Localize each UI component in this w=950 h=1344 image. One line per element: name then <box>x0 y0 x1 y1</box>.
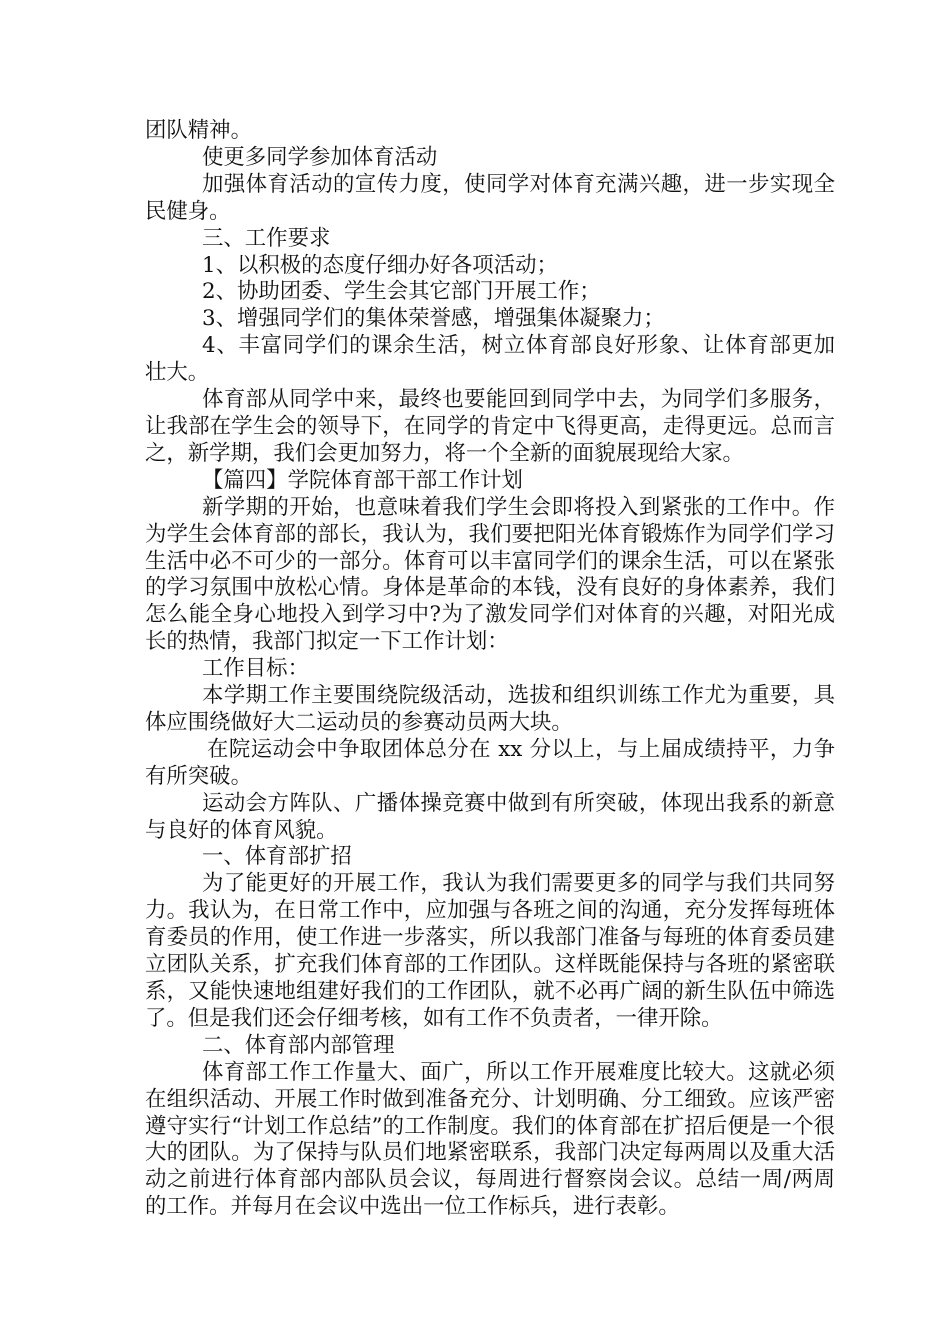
section-heading: 二、体育部内部管理 <box>202 1032 395 1058</box>
paragraph-subheading: 使更多同学参加体育活动 <box>202 144 438 170</box>
list-item: 3、增强同学们的集体荣誉感，增强集体凝聚力； <box>202 306 665 332</box>
paragraph-body: 体育部从同学中来，最终也要能回到同学中去，为同学们多服务，让我部在学生会的领导下，在同学的肯定中飞得更高，走得更远。总而言之，新学期，我们会更加努力，将一个全新的面貌展现给大家。 <box>145 387 835 466</box>
paragraph-body: 为了能更好的开展工作，我认为我们需要更多的同学与我们共同努力。我认为，在日常工作中，应加强与各班之间的沟通，充分发挥每班体育委员的作用，使工作进一步落实，所以我部门准备与每班的体育委员建立团队关系，扩充我们体育部的工作团队。这样既能保持与各班的紧密联系，又能快速地组建好我们的工作团队，就不必再广阔的新生队伍中筛选了。但是我们还会仔细考核，如有工作不负责者，一律开除。 <box>145 871 835 1031</box>
list-item: 4、丰富同学们的课余生活，树立体育部良好形象、让体育部更加壮大。 <box>145 333 835 386</box>
paragraph-body: 本学期工作主要围绕院级活动，选拔和组织训练工作尤为重要，具体应围绕做好大二运动员的参赛动员两大块。 <box>145 683 835 735</box>
paragraph-continuation: 团队精神。 <box>145 118 252 143</box>
list-item: 2、协助团委、学生会其它部门开展工作； <box>202 279 601 305</box>
paragraph-body: 加强体育活动的宣传力度，使同学对体育充满兴趣，进一步实现全民健身。 <box>145 171 835 224</box>
paragraph-body: 新学期的开始，也意味着我们学生会即将投入到紧张的工作中。作为学生会体育部的部长，我认为，我们要把阳光体育锻炼作为同学们学习生活中必不可少的一部分。体育可以丰富同学们的课余生活，可以在紧张的学习氛围中放松心情。身体是革命的本钱，没有良好的身体素养，我们怎么能全身心地投入到学习中?为了激发同学们对体育的兴趣，对阳光成长的热情，我部门拟定一下工作计划： <box>145 494 835 655</box>
document-body <box>145 118 835 1221</box>
list-item: 1、以积极的态度仔细办好各项活动； <box>202 252 558 278</box>
section-heading: 工作目标： <box>202 656 309 682</box>
paragraph-body: 体育部工作工作量大、面广，所以工作开展难度比较大。这就必须在组织活动、开展工作时做到准备充分、计划明确、分工细致。应该严密遵守实行“计划工作总结”的工作制度。我们的体育部在扩招后便是一个很大的团队。为了保持与队员们地紧密联系，我部门决定每两周以及重大活动之前进行体育部内部队员会议，每周进行督察岗会议。总结一周/两周的工作。并每月在会议中选出一位工作标兵，进行表彰。 <box>145 1059 835 1220</box>
article-title: 【篇四】学院体育部干部工作计划 <box>202 467 523 493</box>
paragraph-body: 在院运动会中争取团体总分在 xx 分以上，与上届成绩持平，力争有所突破。 <box>145 736 835 789</box>
section-heading: 一、体育部扩招 <box>202 844 352 870</box>
paragraph-body: 运动会方阵队、广播体操竞赛中做到有所突破，体现出我系的新意与良好的体育风貌。 <box>145 790 835 843</box>
section-heading: 三、工作要求 <box>202 225 331 251</box>
